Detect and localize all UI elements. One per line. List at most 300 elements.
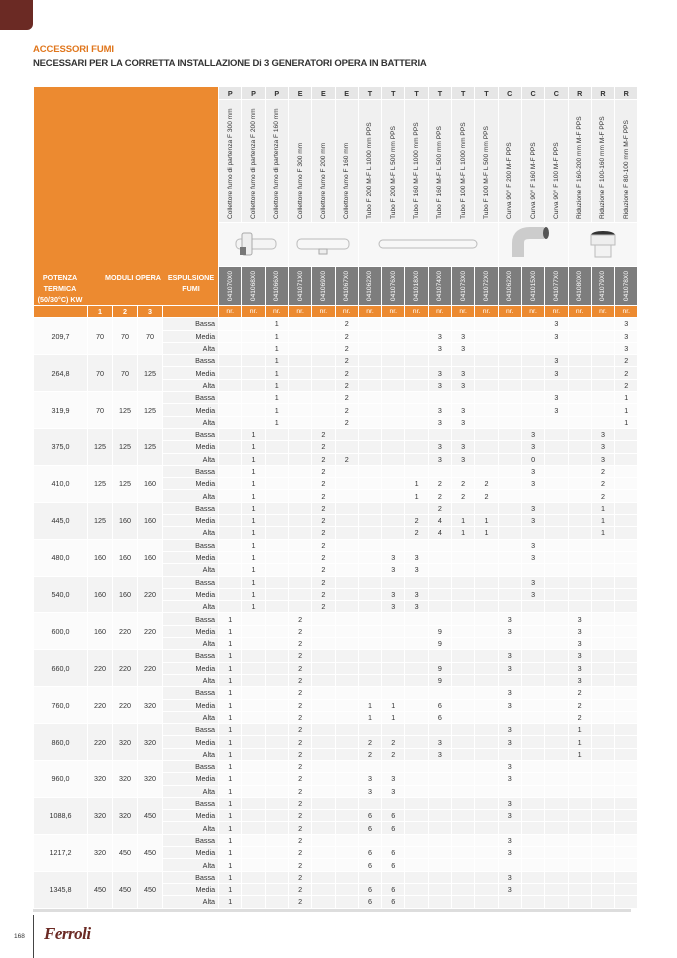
quantity-cell bbox=[405, 576, 428, 588]
quantity-cell: 1 bbox=[265, 355, 288, 367]
quantity-cell: 1 bbox=[219, 662, 242, 674]
quantity-cell: 2 bbox=[452, 478, 475, 490]
column-letter: C bbox=[521, 87, 544, 100]
product-code-text: 041073X0 bbox=[459, 270, 467, 302]
quantity-cell: 2 bbox=[312, 551, 335, 563]
quantity-cell bbox=[591, 330, 614, 342]
quantity-cell bbox=[521, 367, 544, 379]
quantity-cell: 1 bbox=[265, 342, 288, 354]
column-letter: R bbox=[591, 87, 614, 100]
quantity-cell: 2 bbox=[288, 834, 311, 846]
quantity-cell bbox=[242, 834, 265, 846]
quantity-cell bbox=[242, 724, 265, 736]
nr-label: nr. bbox=[288, 306, 311, 318]
table-row bbox=[34, 871, 638, 883]
quantity-cell bbox=[405, 453, 428, 465]
moduli-value: 70 bbox=[88, 392, 113, 429]
column-letter: P bbox=[242, 87, 265, 100]
quantity-cell: 2 bbox=[288, 773, 311, 785]
quantity-cell: 1 bbox=[219, 736, 242, 748]
table-row bbox=[34, 687, 638, 699]
quantity-cell bbox=[545, 847, 568, 859]
level-label: Media bbox=[163, 883, 219, 895]
quantity-cell: 1 bbox=[219, 613, 242, 625]
quantity-cell bbox=[242, 797, 265, 809]
quantity-cell bbox=[615, 502, 638, 514]
quantity-cell: 3 bbox=[382, 601, 405, 613]
quantity-cell bbox=[452, 392, 475, 404]
quantity-cell bbox=[475, 810, 498, 822]
quantity-cell bbox=[475, 588, 498, 600]
potenza-value: 445,0 bbox=[34, 502, 88, 539]
quantity-cell bbox=[475, 392, 498, 404]
product-code-text: 041066X0 bbox=[273, 270, 281, 302]
column-letter: E bbox=[312, 87, 335, 100]
quantity-cell bbox=[475, 674, 498, 686]
quantity-cell bbox=[568, 330, 591, 342]
quantity-cell: 3 bbox=[428, 453, 451, 465]
quantity-cell: 3 bbox=[358, 773, 381, 785]
quantity-cell: 2 bbox=[288, 797, 311, 809]
quantity-cell bbox=[288, 342, 311, 354]
quantity-cell bbox=[568, 367, 591, 379]
quantity-cell: 3 bbox=[498, 724, 521, 736]
quantity-cell bbox=[405, 859, 428, 871]
quantity-cell bbox=[591, 539, 614, 551]
quantity-cell bbox=[382, 330, 405, 342]
quantity-cell bbox=[545, 453, 568, 465]
quantity-cell bbox=[521, 785, 544, 797]
quantity-cell: 3 bbox=[428, 367, 451, 379]
quantity-cell: 3 bbox=[521, 502, 544, 514]
quantity-cell: 1 bbox=[382, 699, 405, 711]
description-text: Collettore fumo di partenza F 300 mm bbox=[226, 108, 234, 219]
quantity-cell bbox=[452, 588, 475, 600]
quantity-cell bbox=[428, 539, 451, 551]
quantity-cell bbox=[335, 736, 358, 748]
level-label: Alta bbox=[163, 527, 219, 539]
quantity-cell bbox=[521, 871, 544, 883]
quantity-cell bbox=[545, 564, 568, 576]
quantity-cell bbox=[591, 810, 614, 822]
quantity-cell: 2 bbox=[615, 355, 638, 367]
quantity-cell bbox=[265, 576, 288, 588]
nr-label: nr. bbox=[219, 306, 242, 318]
quantity-cell bbox=[358, 588, 381, 600]
quantity-cell bbox=[405, 748, 428, 760]
quantity-cell bbox=[219, 392, 242, 404]
quantity-cell: 6 bbox=[382, 822, 405, 834]
quantity-cell bbox=[591, 834, 614, 846]
quantity-cell: 3 bbox=[498, 773, 521, 785]
quantity-cell bbox=[428, 883, 451, 895]
level-label: Media bbox=[163, 699, 219, 711]
quantity-cell bbox=[498, 502, 521, 514]
quantity-cell bbox=[521, 416, 544, 428]
quantity-cell: 1 bbox=[219, 638, 242, 650]
quantity-cell: 3 bbox=[615, 330, 638, 342]
quantity-cell bbox=[242, 625, 265, 637]
quantity-cell bbox=[545, 478, 568, 490]
quantity-cell bbox=[242, 773, 265, 785]
quantity-cell: 9 bbox=[428, 674, 451, 686]
quantity-cell bbox=[288, 588, 311, 600]
quantity-cell bbox=[288, 502, 311, 514]
level-label: Alta bbox=[163, 748, 219, 760]
quantity-cell bbox=[265, 674, 288, 686]
column-letter: T bbox=[405, 87, 428, 100]
quantity-cell: 2 bbox=[288, 625, 311, 637]
quantity-cell bbox=[545, 896, 568, 908]
quantity-cell bbox=[312, 662, 335, 674]
quantity-cell bbox=[521, 724, 544, 736]
quantity-cell bbox=[452, 539, 475, 551]
quantity-cell bbox=[358, 465, 381, 477]
moduli-value: 450 bbox=[113, 834, 138, 871]
quantity-cell bbox=[521, 490, 544, 502]
quantity-cell bbox=[335, 588, 358, 600]
quantity-cell bbox=[545, 834, 568, 846]
quantity-cell bbox=[335, 699, 358, 711]
quantity-cell bbox=[545, 859, 568, 871]
quantity-cell bbox=[475, 330, 498, 342]
level-label: Alta bbox=[163, 785, 219, 797]
quantity-cell bbox=[242, 822, 265, 834]
quantity-cell bbox=[358, 392, 381, 404]
quantity-cell bbox=[265, 441, 288, 453]
quantity-cell bbox=[615, 859, 638, 871]
quantity-cell: 2 bbox=[568, 699, 591, 711]
quantity-cell bbox=[615, 625, 638, 637]
quantity-cell: 3 bbox=[498, 687, 521, 699]
quantity-cell bbox=[335, 797, 358, 809]
quantity-cell: 3 bbox=[498, 662, 521, 674]
quantity-cell bbox=[475, 441, 498, 453]
moduli-value: 220 bbox=[138, 650, 163, 687]
quantity-cell bbox=[265, 736, 288, 748]
quantity-cell bbox=[568, 564, 591, 576]
quantity-cell bbox=[545, 883, 568, 895]
quantity-cell bbox=[498, 404, 521, 416]
quantity-cell bbox=[382, 527, 405, 539]
quantity-cell bbox=[452, 674, 475, 686]
quantity-cell: 2 bbox=[615, 367, 638, 379]
quantity-cell bbox=[358, 490, 381, 502]
quantity-cell bbox=[521, 650, 544, 662]
quantity-cell bbox=[219, 441, 242, 453]
quantity-cell bbox=[498, 576, 521, 588]
quantity-cell bbox=[405, 441, 428, 453]
quantity-cell: 2 bbox=[312, 588, 335, 600]
quantity-cell bbox=[521, 896, 544, 908]
moduli-value: 125 bbox=[138, 355, 163, 392]
quantity-cell bbox=[615, 724, 638, 736]
moduli-value: 125 bbox=[138, 392, 163, 429]
chapter-tab bbox=[0, 0, 33, 30]
quantity-cell bbox=[382, 576, 405, 588]
quantity-cell: 3 bbox=[382, 588, 405, 600]
level-label: Media bbox=[163, 847, 219, 859]
quantity-cell bbox=[545, 822, 568, 834]
quantity-cell bbox=[312, 392, 335, 404]
quantity-cell bbox=[591, 416, 614, 428]
quantity-cell bbox=[615, 711, 638, 723]
quantity-cell bbox=[242, 638, 265, 650]
moduli-value: 125 bbox=[113, 428, 138, 465]
quantity-cell bbox=[545, 502, 568, 514]
quantity-cell: 3 bbox=[405, 588, 428, 600]
quantity-cell bbox=[335, 515, 358, 527]
quantity-cell bbox=[265, 515, 288, 527]
moduli-value: 70 bbox=[113, 355, 138, 392]
product-code bbox=[545, 267, 568, 306]
quantity-cell bbox=[358, 564, 381, 576]
quantity-cell: 3 bbox=[405, 601, 428, 613]
potenza-value: 1088,6 bbox=[34, 797, 88, 834]
moduli-value: 450 bbox=[138, 834, 163, 871]
quantity-cell: 6 bbox=[358, 859, 381, 871]
column-description bbox=[265, 100, 288, 223]
potenza-value: 480,0 bbox=[34, 539, 88, 576]
quantity-cell bbox=[568, 392, 591, 404]
quantity-cell bbox=[405, 392, 428, 404]
quantity-cell: 2 bbox=[428, 490, 451, 502]
quantity-cell bbox=[382, 379, 405, 391]
quantity-cell bbox=[242, 883, 265, 895]
nr-label: nr. bbox=[475, 306, 498, 318]
quantity-cell bbox=[358, 662, 381, 674]
quantity-cell: 3 bbox=[568, 662, 591, 674]
quantity-cell bbox=[219, 453, 242, 465]
quantity-cell bbox=[242, 662, 265, 674]
quantity-cell bbox=[452, 662, 475, 674]
column-description bbox=[615, 100, 638, 223]
table-row bbox=[34, 760, 638, 772]
quantity-cell: 1 bbox=[219, 699, 242, 711]
quantity-cell bbox=[382, 465, 405, 477]
quantity-cell bbox=[452, 650, 475, 662]
moduli-value: 220 bbox=[113, 650, 138, 687]
quantity-cell: 1 bbox=[242, 441, 265, 453]
moduli-value: 320 bbox=[88, 834, 113, 871]
quantity-cell: 2 bbox=[288, 871, 311, 883]
quantity-cell bbox=[545, 871, 568, 883]
quantity-cell bbox=[521, 687, 544, 699]
nr-label: nr. bbox=[591, 306, 614, 318]
nr-label: nr. bbox=[312, 306, 335, 318]
quantity-cell bbox=[358, 576, 381, 588]
quantity-cell bbox=[358, 687, 381, 699]
quantity-cell: 1 bbox=[591, 515, 614, 527]
quantity-cell: 6 bbox=[428, 711, 451, 723]
quantity-cell bbox=[242, 342, 265, 354]
level-label: Alta bbox=[163, 601, 219, 613]
quantity-cell bbox=[615, 564, 638, 576]
quantity-cell bbox=[498, 342, 521, 354]
description-text: Curva 90° F 160 M-F PPS bbox=[529, 142, 537, 219]
quantity-cell: 3 bbox=[568, 650, 591, 662]
quantity-cell bbox=[242, 379, 265, 391]
product-image-collettore bbox=[288, 223, 358, 267]
quantity-cell: 3 bbox=[428, 330, 451, 342]
quantity-cell: 1 bbox=[219, 724, 242, 736]
quantity-cell bbox=[545, 810, 568, 822]
quantity-cell bbox=[591, 379, 614, 391]
quantity-cell bbox=[288, 428, 311, 440]
quantity-cell bbox=[312, 773, 335, 785]
moduli-value: 320 bbox=[113, 724, 138, 761]
quantity-cell bbox=[521, 834, 544, 846]
moduli-value: 160 bbox=[113, 576, 138, 613]
quantity-cell bbox=[405, 613, 428, 625]
moduli-value: 70 bbox=[113, 318, 138, 355]
quantity-cell bbox=[358, 441, 381, 453]
quantity-cell bbox=[591, 736, 614, 748]
quantity-cell bbox=[615, 822, 638, 834]
quantity-cell: 3 bbox=[452, 342, 475, 354]
quantity-cell bbox=[428, 588, 451, 600]
quantity-cell bbox=[568, 318, 591, 330]
quantity-cell bbox=[591, 687, 614, 699]
quantity-cell bbox=[475, 699, 498, 711]
quantity-cell: 3 bbox=[498, 810, 521, 822]
column-description bbox=[335, 100, 358, 223]
quantity-cell: 3 bbox=[428, 342, 451, 354]
quantity-cell bbox=[265, 773, 288, 785]
quantity-cell bbox=[615, 748, 638, 760]
quantity-cell: 3 bbox=[498, 847, 521, 859]
quantity-cell bbox=[219, 515, 242, 527]
quantity-cell bbox=[358, 834, 381, 846]
quantity-cell: 9 bbox=[428, 625, 451, 637]
quantity-cell: 3 bbox=[498, 736, 521, 748]
potenza-value: 660,0 bbox=[34, 650, 88, 687]
quantity-cell: 6 bbox=[382, 883, 405, 895]
quantity-cell bbox=[521, 711, 544, 723]
product-code-text: 041062X0 bbox=[506, 270, 514, 302]
product-code-text: 041078X0 bbox=[622, 270, 630, 302]
quantity-cell: 1 bbox=[591, 527, 614, 539]
quantity-cell: 9 bbox=[428, 662, 451, 674]
quantity-cell bbox=[335, 527, 358, 539]
quantity-cell bbox=[568, 834, 591, 846]
quantity-cell bbox=[335, 625, 358, 637]
quantity-cell bbox=[405, 822, 428, 834]
level-label: Alta bbox=[163, 638, 219, 650]
quantity-cell bbox=[382, 871, 405, 883]
column-description bbox=[452, 100, 475, 223]
quantity-cell bbox=[358, 871, 381, 883]
quantity-cell: 1 bbox=[242, 576, 265, 588]
quantity-cell: 2 bbox=[475, 490, 498, 502]
quantity-cell: 3 bbox=[382, 551, 405, 563]
quantity-cell bbox=[568, 551, 591, 563]
accessories-table-container bbox=[33, 86, 631, 912]
quantity-cell bbox=[591, 847, 614, 859]
description-text: Collettore fumo F 300 mm bbox=[296, 142, 304, 219]
quantity-cell: 2 bbox=[312, 576, 335, 588]
quantity-cell bbox=[288, 465, 311, 477]
quantity-cell bbox=[358, 502, 381, 514]
nr-label: nr. bbox=[335, 306, 358, 318]
quantity-cell: 1 bbox=[219, 674, 242, 686]
quantity-cell bbox=[382, 687, 405, 699]
quantity-cell bbox=[219, 576, 242, 588]
quantity-cell bbox=[568, 859, 591, 871]
level-label: Alta bbox=[163, 453, 219, 465]
product-code bbox=[452, 267, 475, 306]
quantity-cell: 3 bbox=[405, 564, 428, 576]
quantity-cell bbox=[498, 428, 521, 440]
quantity-cell bbox=[358, 478, 381, 490]
quantity-cell: 2 bbox=[312, 564, 335, 576]
quantity-cell bbox=[568, 760, 591, 772]
quantity-cell bbox=[475, 539, 498, 551]
column-description bbox=[312, 100, 335, 223]
quantity-cell bbox=[358, 515, 381, 527]
quantity-cell bbox=[498, 711, 521, 723]
quantity-cell: 1 bbox=[219, 760, 242, 772]
column-description bbox=[591, 100, 614, 223]
quantity-cell: 3 bbox=[545, 330, 568, 342]
quantity-cell bbox=[358, 330, 381, 342]
column-letter: T bbox=[475, 87, 498, 100]
quantity-cell bbox=[382, 662, 405, 674]
quantity-cell bbox=[615, 760, 638, 772]
quantity-cell bbox=[288, 367, 311, 379]
quantity-cell bbox=[265, 613, 288, 625]
table-row bbox=[34, 613, 638, 625]
quantity-cell bbox=[265, 490, 288, 502]
quantity-cell: 1 bbox=[242, 564, 265, 576]
quantity-cell: 1 bbox=[242, 588, 265, 600]
quantity-cell bbox=[568, 896, 591, 908]
quantity-cell bbox=[288, 453, 311, 465]
quantity-cell: 3 bbox=[615, 342, 638, 354]
quantity-cell bbox=[475, 896, 498, 908]
quantity-cell bbox=[521, 822, 544, 834]
column-description bbox=[358, 100, 381, 223]
quantity-cell bbox=[382, 355, 405, 367]
column-letter: E bbox=[288, 87, 311, 100]
quantity-cell bbox=[312, 330, 335, 342]
quantity-cell: 3 bbox=[521, 588, 544, 600]
page-number: 168 bbox=[14, 933, 25, 940]
product-code bbox=[405, 267, 428, 306]
quantity-cell bbox=[521, 564, 544, 576]
quantity-cell bbox=[382, 674, 405, 686]
quantity-cell: 1 bbox=[242, 453, 265, 465]
quantity-cell bbox=[312, 416, 335, 428]
quantity-cell bbox=[498, 367, 521, 379]
quantity-cell bbox=[358, 551, 381, 563]
quantity-cell: 1 bbox=[242, 551, 265, 563]
quantity-cell bbox=[288, 416, 311, 428]
level-label: Bassa bbox=[163, 318, 219, 330]
quantity-cell: 2 bbox=[358, 736, 381, 748]
quantity-cell bbox=[521, 859, 544, 871]
quantity-cell bbox=[335, 502, 358, 514]
quantity-cell bbox=[521, 797, 544, 809]
level-label: Media bbox=[163, 662, 219, 674]
quantity-cell bbox=[615, 699, 638, 711]
quantity-cell: 3 bbox=[591, 453, 614, 465]
quantity-cell bbox=[615, 601, 638, 613]
potenza-value: 410,0 bbox=[34, 465, 88, 502]
description-text: Tubo F 160 M-F L 500 mm PPS bbox=[436, 126, 444, 219]
quantity-cell: 1 bbox=[475, 515, 498, 527]
quantity-cell: 3 bbox=[452, 441, 475, 453]
